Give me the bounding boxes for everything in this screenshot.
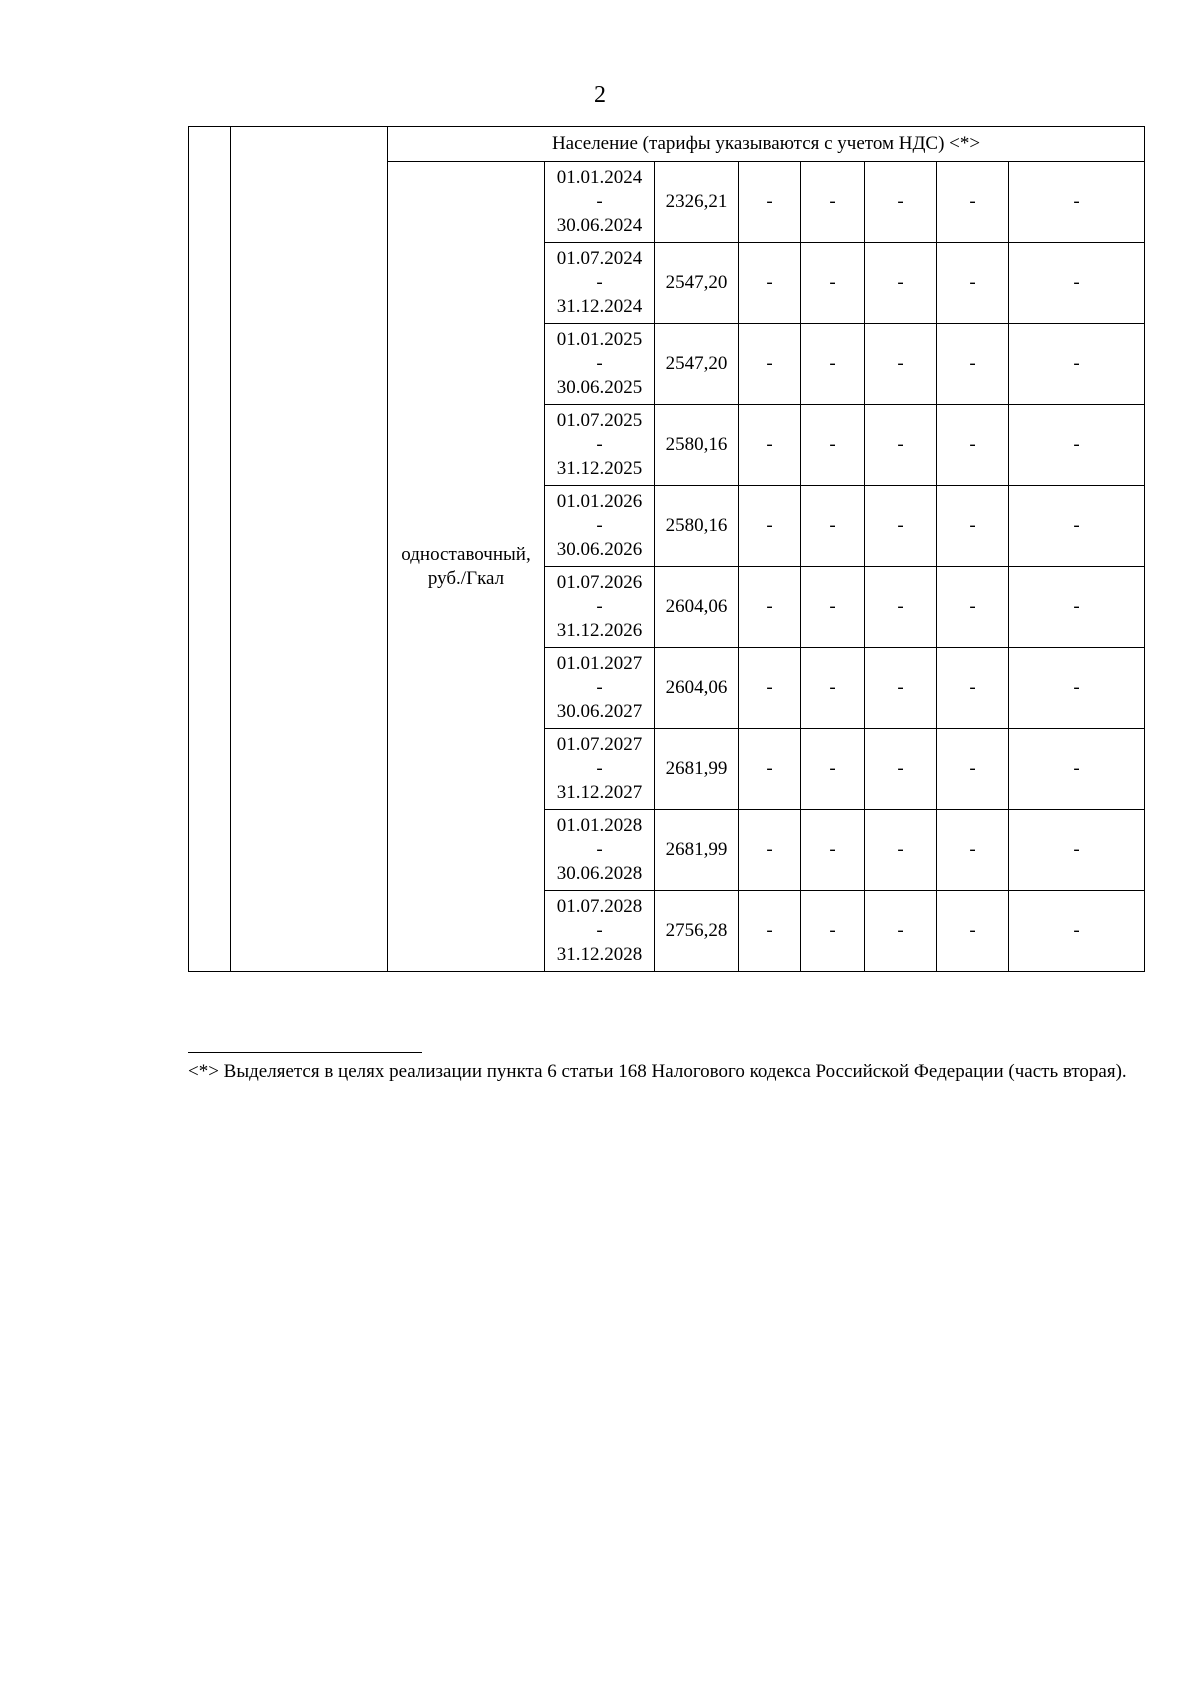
empty-value-cell: - <box>937 486 1009 567</box>
empty-value-cell: - <box>801 729 865 810</box>
empty-value-cell: - <box>1009 729 1145 810</box>
period-start: 01.01.2028 <box>556 815 643 836</box>
empty-value-cell: - <box>739 162 801 243</box>
empty-value-cell: - <box>739 891 801 972</box>
empty-value-cell: - <box>1009 810 1145 891</box>
empty-value-cell: - <box>937 891 1009 972</box>
tariff-value: 2580,16 <box>655 486 739 567</box>
period-start: 01.07.2026 <box>556 572 643 593</box>
empty-value-cell: - <box>739 324 801 405</box>
period-end: 31.12.2027 <box>556 782 643 803</box>
period-cell <box>545 810 655 891</box>
tariff-value: 2604,06 <box>655 567 739 648</box>
separator: - <box>596 596 603 617</box>
period-end: 30.06.2024 <box>556 215 643 236</box>
group-header-row <box>189 127 1145 162</box>
empty-value-cell: - <box>937 405 1009 486</box>
period-end: 31.12.2028 <box>556 944 643 965</box>
empty-value-cell: - <box>739 729 801 810</box>
empty-value-cell: - <box>937 729 1009 810</box>
separator: - <box>596 758 603 779</box>
separator: - <box>596 272 603 293</box>
period-cell <box>545 486 655 567</box>
tariff-value: 2681,99 <box>655 810 739 891</box>
period-start: 01.07.2027 <box>556 734 643 755</box>
tariff-value: 2547,20 <box>655 243 739 324</box>
tariff-value: 2547,20 <box>655 324 739 405</box>
rate-type-line: одноставочный, <box>401 543 531 565</box>
empty-value-cell: - <box>937 648 1009 729</box>
period-end: 31.12.2024 <box>556 296 643 317</box>
separator: - <box>596 677 603 698</box>
empty-value-cell: - <box>1009 648 1145 729</box>
empty-value-cell: - <box>865 567 937 648</box>
period-end: 30.06.2027 <box>556 701 643 722</box>
period-start: 01.01.2026 <box>556 491 643 512</box>
empty-value-cell: - <box>801 567 865 648</box>
empty-value-cell: - <box>1009 243 1145 324</box>
empty-value-cell: - <box>1009 891 1145 972</box>
empty-value-cell: - <box>937 162 1009 243</box>
empty-cell-number <box>189 127 231 972</box>
period-start: 01.01.2025 <box>556 329 643 350</box>
empty-value-cell: - <box>739 810 801 891</box>
empty-value-cell: - <box>865 486 937 567</box>
separator: - <box>596 515 603 536</box>
period-cell <box>545 405 655 486</box>
group-header: Население (тарифы указываются с учетом НДС) <*> <box>388 127 1145 162</box>
page-number: 2 <box>594 82 606 108</box>
period-end: 30.06.2025 <box>556 377 643 398</box>
empty-value-cell: - <box>865 324 937 405</box>
separator: - <box>596 191 603 212</box>
tariff-value: 2756,28 <box>655 891 739 972</box>
empty-value-cell: - <box>865 729 937 810</box>
empty-cell-name <box>231 127 388 972</box>
empty-value-cell: - <box>1009 405 1145 486</box>
empty-value-cell: - <box>865 810 937 891</box>
empty-value-cell: - <box>801 405 865 486</box>
empty-value-cell: - <box>865 405 937 486</box>
empty-value-cell: - <box>1009 567 1145 648</box>
period-end: 30.06.2026 <box>556 539 643 560</box>
empty-value-cell: - <box>739 405 801 486</box>
empty-value-cell: - <box>1009 486 1145 567</box>
empty-value-cell: - <box>937 810 1009 891</box>
period-cell <box>545 243 655 324</box>
period-start: 01.07.2028 <box>556 896 643 917</box>
period-start: 01.01.2024 <box>556 167 643 188</box>
empty-value-cell: - <box>865 648 937 729</box>
period-end: 30.06.2028 <box>556 863 643 884</box>
empty-value-cell: - <box>801 810 865 891</box>
period-cell <box>545 567 655 648</box>
empty-value-cell: - <box>739 648 801 729</box>
period-start: 01.01.2027 <box>556 653 643 674</box>
empty-value-cell: - <box>937 567 1009 648</box>
empty-value-cell: - <box>801 486 865 567</box>
empty-value-cell: - <box>865 243 937 324</box>
rate-type-line: руб./Гкал <box>427 567 505 589</box>
separator: - <box>596 353 603 374</box>
tariff-value: 2681,99 <box>655 729 739 810</box>
empty-value-cell: - <box>801 648 865 729</box>
period-end: 31.12.2025 <box>556 458 643 479</box>
tariff-value: 2604,06 <box>655 648 739 729</box>
period-cell <box>545 324 655 405</box>
empty-value-cell: - <box>801 324 865 405</box>
separator: - <box>596 839 603 860</box>
tariff-value: 2326,21 <box>655 162 739 243</box>
period-end: 31.12.2026 <box>556 620 643 641</box>
separator: - <box>596 920 603 941</box>
period-cell <box>545 891 655 972</box>
footnote-rule <box>188 1052 422 1053</box>
tariff-table <box>188 126 1145 972</box>
period-start: 01.07.2024 <box>556 248 643 269</box>
empty-value-cell: - <box>739 567 801 648</box>
empty-value-cell: - <box>865 162 937 243</box>
empty-value-cell: - <box>801 891 865 972</box>
period-cell <box>545 162 655 243</box>
empty-value-cell: - <box>801 162 865 243</box>
period-start: 01.07.2025 <box>556 410 643 431</box>
separator: - <box>596 434 603 455</box>
empty-value-cell: - <box>937 243 1009 324</box>
empty-value-cell: - <box>937 324 1009 405</box>
rate-type-cell <box>388 162 545 972</box>
period-cell <box>545 729 655 810</box>
empty-value-cell: - <box>739 243 801 324</box>
empty-value-cell: - <box>865 891 937 972</box>
empty-value-cell: - <box>1009 162 1145 243</box>
period-cell <box>545 648 655 729</box>
empty-value-cell: - <box>739 486 801 567</box>
empty-value-cell: - <box>801 243 865 324</box>
tariff-value: 2580,16 <box>655 405 739 486</box>
empty-value-cell: - <box>1009 324 1145 405</box>
footnote: <*> Выделяется в целях реализации пункта 6 статьи 168 Налогового кодекса Российской Федерации (часть вторая). <box>188 1061 1127 1082</box>
